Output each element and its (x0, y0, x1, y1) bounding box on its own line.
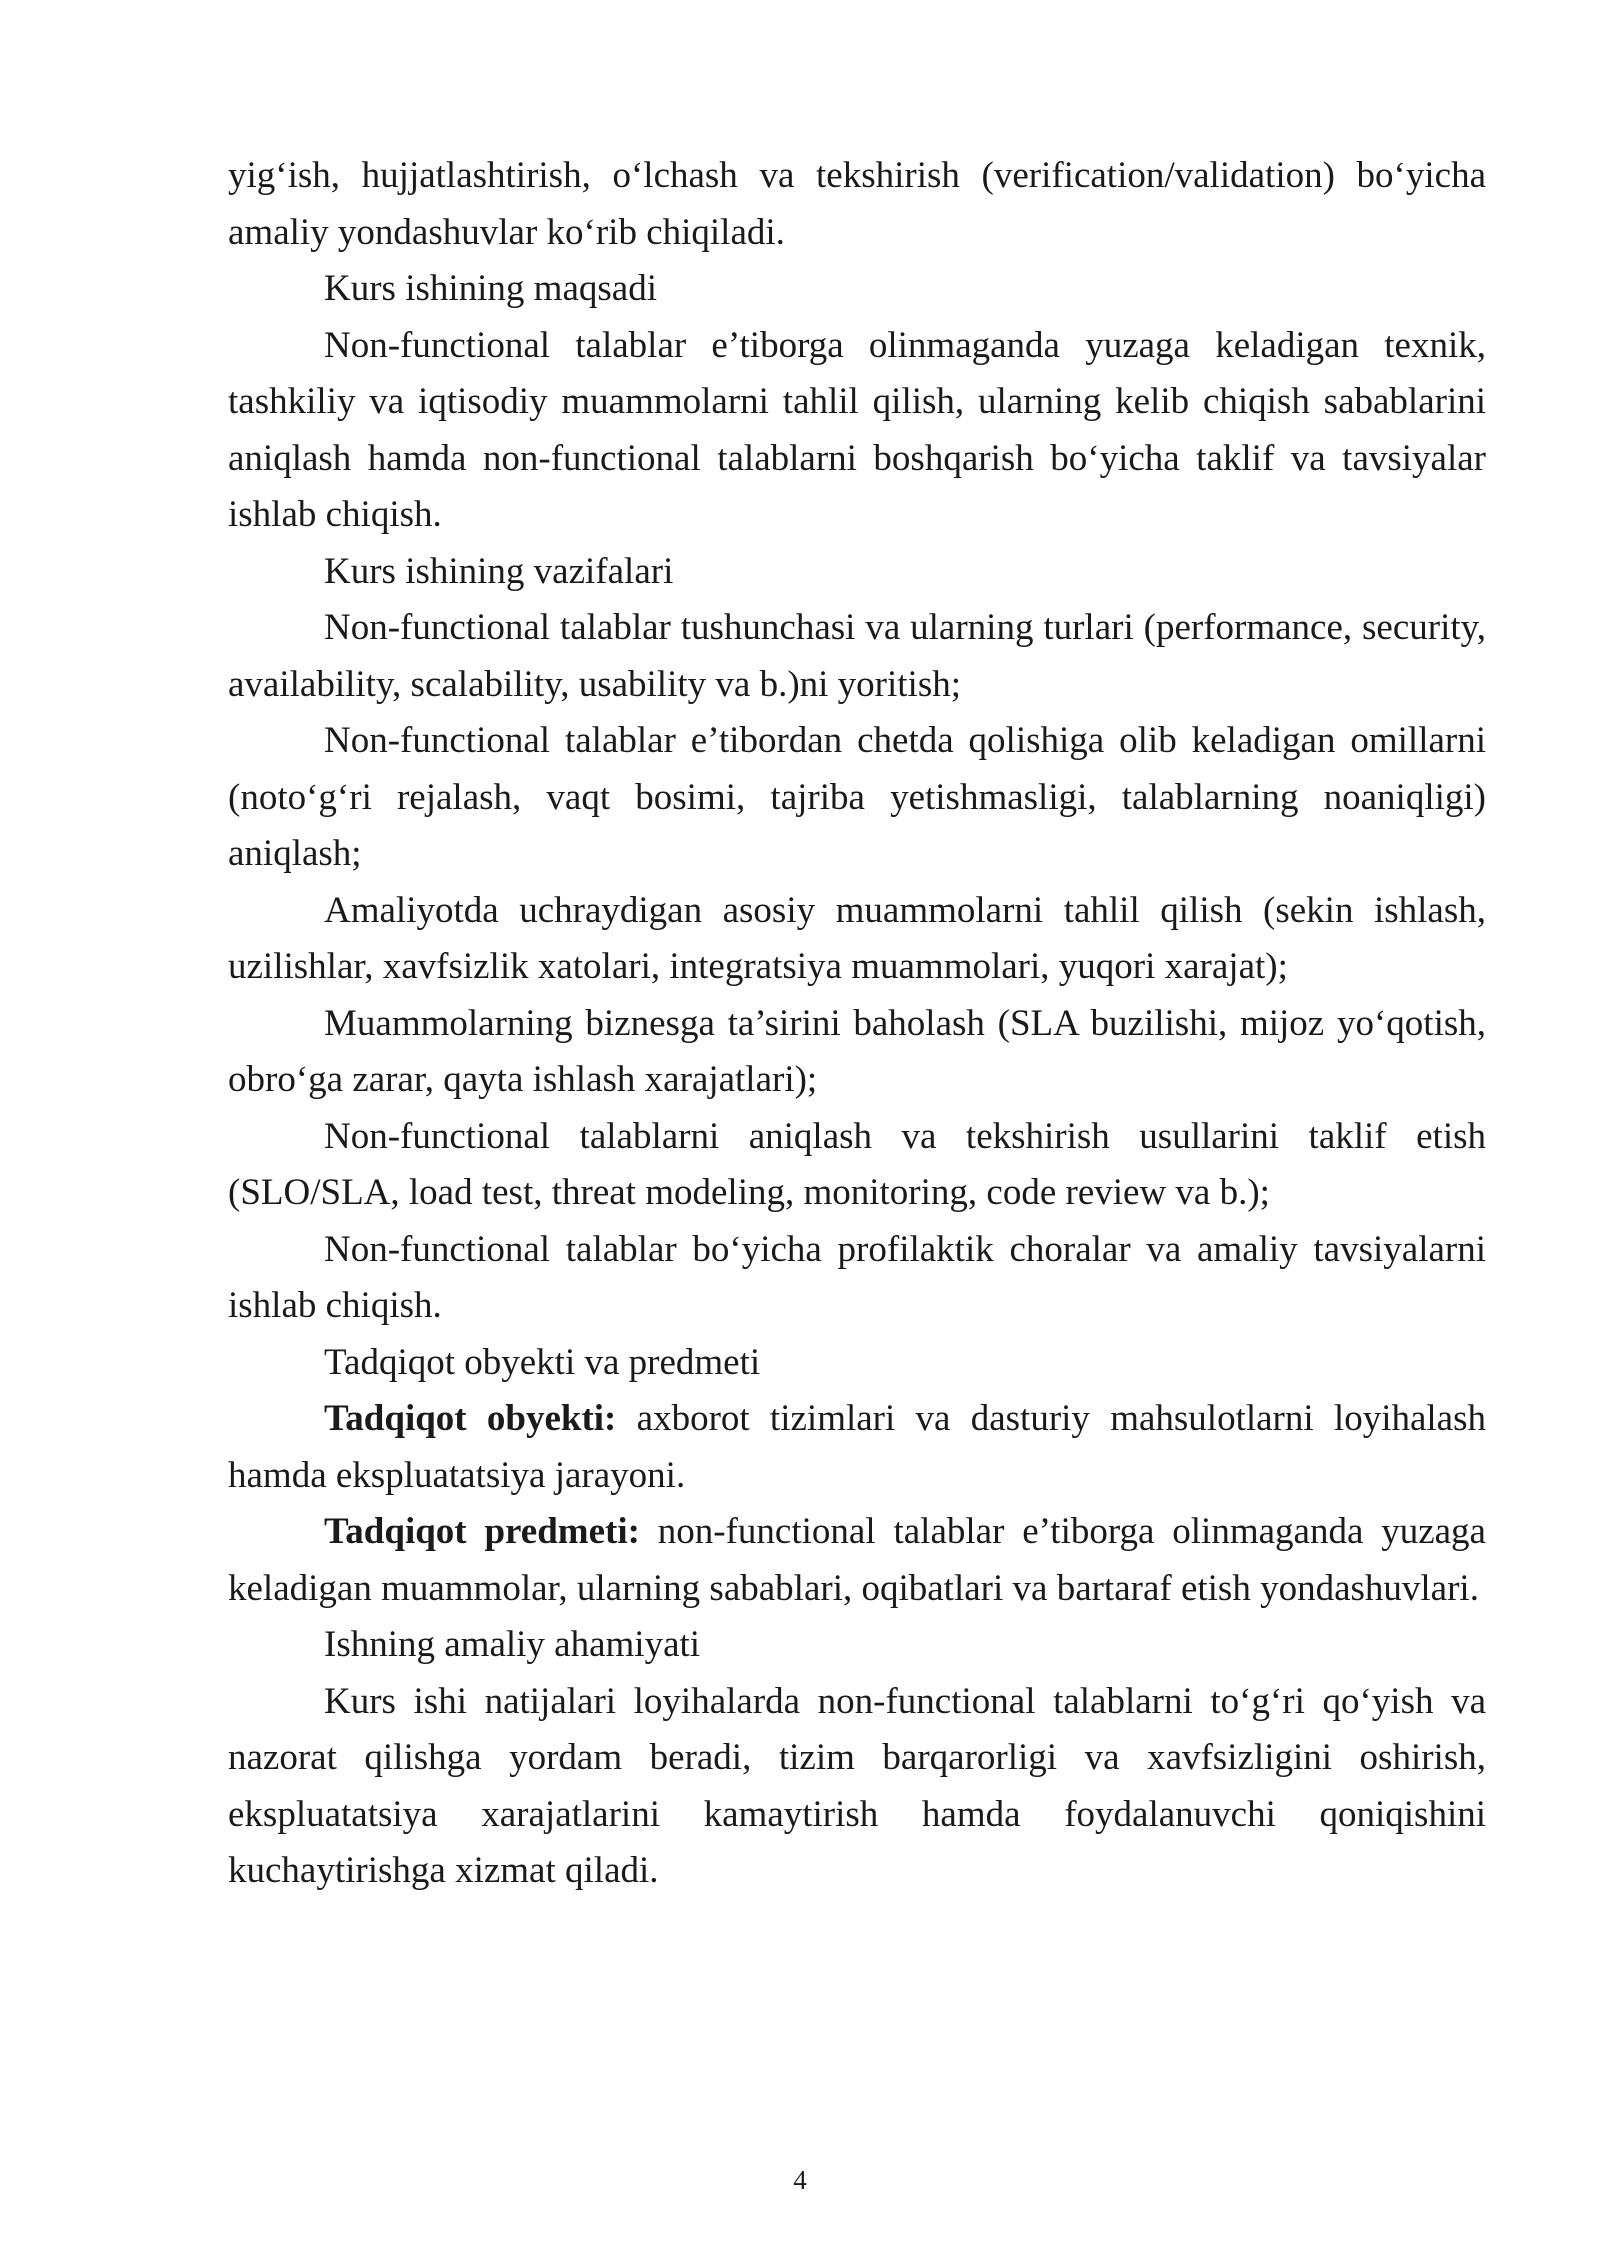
page-number: 4 (793, 2165, 807, 2195)
paragraph-vazifa-5: Non-functional talablarni aniqlash va tekshirish usullarini taklif etish (SLO/SLA, load test, threat modeling, monitoring, code review va b.); (228, 1115, 1486, 1213)
heading-obyekt-predmet: Tadqiqot obyekti va predmeti (324, 1341, 761, 1383)
paragraph-vazifa-4: Muammolarning biznesga ta’sirini baholash (SLA buzilishi, mijoz yo‘qotish, obro‘ga zarar, qayta ishlash xarajatlari); (228, 1002, 1486, 1100)
label-tadqiqot-obyekti: Tadqiqot obyekti: (324, 1398, 617, 1439)
paragraph-vazifa-2: Non-functional talablar e’tibordan chetda qolishiga olib keladigan omillarni (noto‘g‘ri rejalash, vaqt bosimi, tajriba yetishmasligi, talablarning noaniqligi) aniqlash; (228, 720, 1486, 874)
heading-kurs-vazifalari: Kurs ishining vazifalari (324, 550, 674, 592)
paragraph-amaliy-ahamiyat: Kurs ishi natijalari loyihalarda non-functional talablarni to‘g‘ri qo‘yish va nazorat qilishga yordam beradi, tizim barqarorligi va xavfsizligini oshirish, ekspluatatsiya xarajatlarini kamaytirish hamda foydalanuvchi qoniqishini kuchaytirishga xizmat qiladi. (228, 1680, 1486, 1891)
paragraph-tadqiqot-predmeti (228, 1504, 1486, 1617)
document-page (228, 148, 1486, 1900)
heading-kurs-maqsadi: Kurs ishining maqsadi (324, 268, 657, 309)
paragraph-maqsad: Non-functional talablar e’tiborga olinmaganda yuzaga keladigan texnik, tashkiliy va iqtisodiy muammolarni tahlil qilish, ularning kelib chiqish sabablarini aniqlash hamda non-functional talablarni boshqarish bo‘yicha taklif va tavsiyalar ishlab chiqish. (228, 324, 1486, 535)
paragraph-vazifa-1: Non-functional talablar tushunchasi va ularning turlari (performance, security, availability, scalability, usability va b.)ni yoritish; (228, 607, 1486, 705)
text-tadqiqot-obyekti: axborot tizimlari va dasturiy mahsulotlarni loyihalash hamda ekspluatatsiya jarayoni. (228, 1398, 1486, 1496)
text-tadqiqot-predmeti: non-functional talablar e’tiborga olinmaganda yuzaga keladigan muammolar, ularning sabablari, oqibatlari va bartaraf etish yondashuvlari. (228, 1511, 1486, 1609)
paragraph-vazifa-3: Amaliyotda uchraydigan asosiy muammolarni tahlil qilish (sekin ishlash, uzilishlar, xavfsizlik xatolari, integratsiya muammolari, yuqori xarajat); (228, 889, 1486, 987)
label-tadqiqot-predmeti: Tadqiqot predmeti: (324, 1511, 640, 1552)
paragraph-vazifa-6: Non-functional talablar bo‘yicha profilaktik choralar va amaliy tavsiyalarni ishlab chiqish. (228, 1228, 1486, 1326)
heading-amaliy-ahamiyat: Ishning amaliy ahamiyati (324, 1624, 701, 1665)
paragraph-verification-continuation: yig‘ish, hujjatlashtirish, o‘lchash va tekshirish (verification/validation) bo‘yicha amaliy yondashuvlar ko‘rib chiqiladi. (228, 155, 1486, 253)
paragraph-tadqiqot-obyekti (228, 1391, 1486, 1504)
